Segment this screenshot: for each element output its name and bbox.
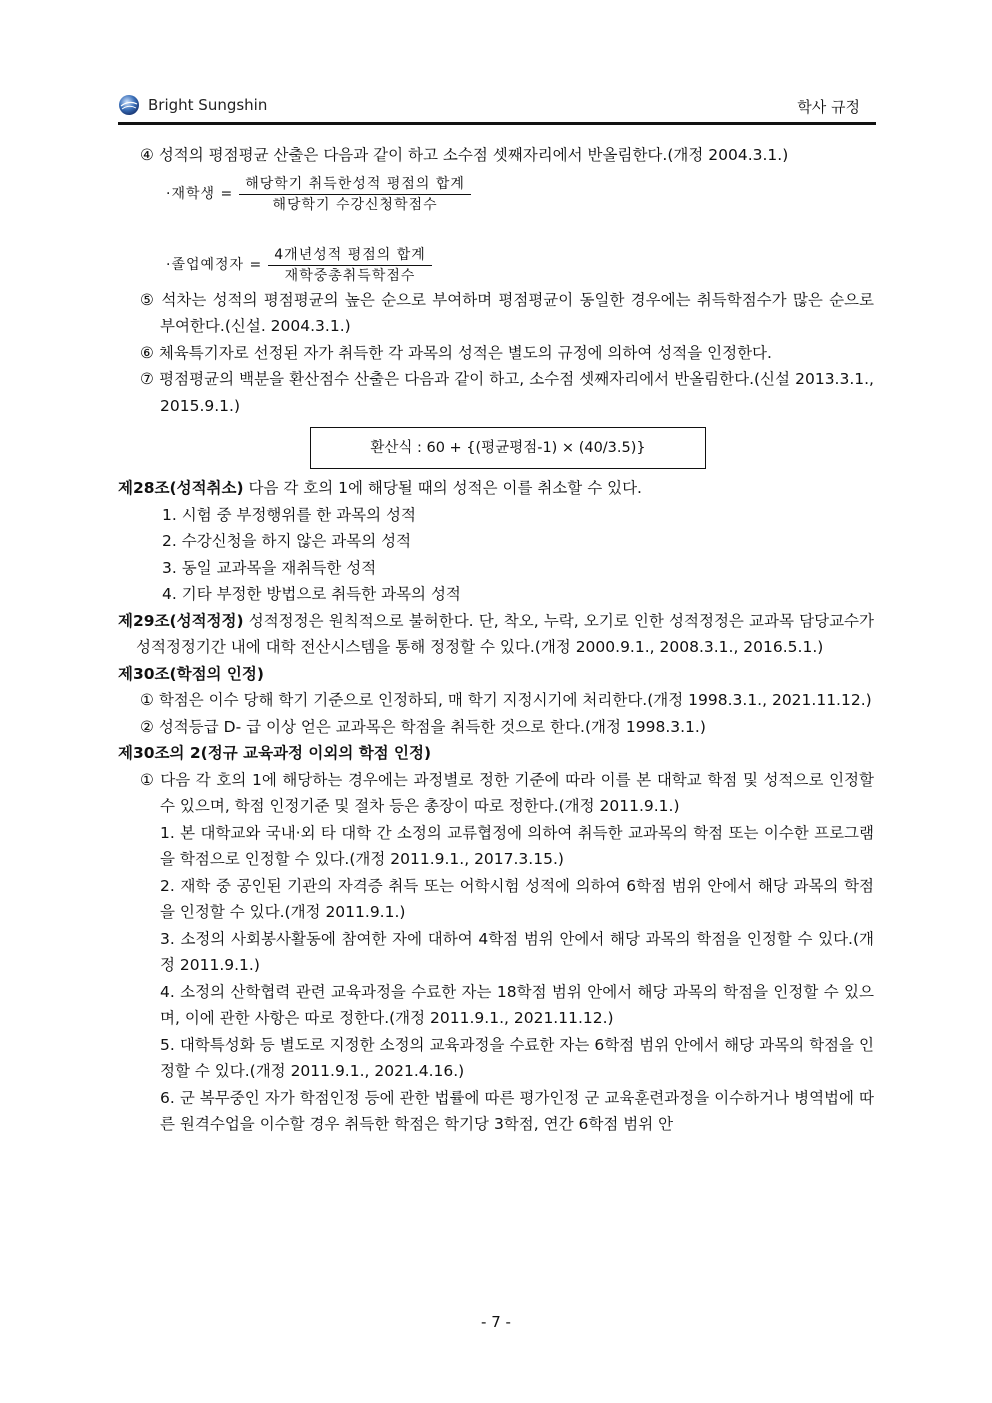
formula-enrolled-denominator: 해당학기 수강신청학점수 — [272, 197, 438, 213]
formula-graduating — [166, 245, 874, 287]
formula-graduating-fraction — [268, 245, 432, 286]
document-body — [118, 142, 874, 1138]
formula-enrolled — [166, 175, 874, 215]
article-30-2-subitem: 2. 재학 중 공인된 기관의 자격증 취득 또는 어학시험 성적에 의하여 6학점 범위 안에서 해당 과목의 학점을 인정할 수 있다.(개정 2011.9.1.) — [160, 876, 874, 921]
article-29-text: 성적정정은 원칙적으로 불허한다. 단, 착오, 누락, 오기로 인한 성적정정은 교과목 담당교수가 성적정정기간 내에 대학 전산시스템을 통해 정정할 수 있다.(개정 2000.9.1., 2008.3.1., 2016.5.1.) — [136, 611, 874, 656]
page-number: - 7 - — [481, 1313, 511, 1331]
article-30-2-subitem: 6. 군 복무중인 자가 학점인정 등에 관한 법률에 따른 평가인정 군 교육훈련과정을 이수하거나 병역법에 따른 원격수업을 이수할 경우 취득한 학점은 학기당 3학점, 연간 6학점 범위 안 — [160, 1088, 874, 1133]
article-28-item: 1. 시험 중 부정행위를 한 과목의 성적 — [162, 505, 416, 524]
formula-enrolled-label: ·재학생 = — [166, 186, 234, 203]
section-title: 학사 규정 — [797, 98, 860, 116]
article-29 — [118, 608, 874, 661]
formula-enrolled-fraction — [239, 174, 471, 215]
formula-enrolled-numerator: 해당학기 취득한성적 평점의 합계 — [239, 174, 471, 195]
article-30-2-title: 제30조의 2(정규 교육과정 이외의 학점 인정) — [118, 744, 432, 762]
page-header — [118, 92, 876, 125]
article-30-title: 제30조(학점의 인정) — [118, 664, 264, 683]
formula-graduating-numerator: 4개년성적 평점의 합계 — [268, 245, 432, 266]
article-28-item: 2. 수강신청을 하지 않은 과목의 성적 — [162, 532, 412, 550]
article-29-title: 제29조(성적정정) — [118, 611, 244, 630]
article-30-2-subitem: 1. 본 대학교와 국내·외 타 대학 간 소정의 교류협정에 의하여 취득한 교과목의 학점 또는 이수한 프로그램을 학점으로 인정할 수 있다.(개정 2011.9.1., 2017.3.15.) — [160, 823, 874, 868]
item-4: ④ 성적의 평점평균 산출은 다음과 같이 하고 소수점 셋째자리에서 반올림한다.(개정 2004.3.1.) — [140, 146, 789, 164]
formula-graduating-denominator: 재학중총취득학점수 — [284, 268, 416, 284]
article-30-2-subitem: 4. 소정의 산학협력 관련 교육과정을 수료한 자는 18학점 범위 안에서 해당 과목의 학점을 인정할 수 있으며, 이에 관한 사항은 따로 정한다.(개정 2011.9.1., 2021.11.12.) — [160, 982, 874, 1027]
sungshin-logo-icon — [118, 94, 140, 116]
conversion-formula-box: 환산식 : 60 + {(평균평점-1) × (40/3.5)} — [310, 427, 706, 469]
item-6: ⑥ 체육특기자로 선정된 자가 취득한 각 과목의 성적은 별도의 규정에 의하여 성적을 인정한다. — [140, 343, 772, 362]
article-30-item: ① 학점은 이수 당해 학기 기준으로 인정하되, 매 학기 지정시기에 처리한다.(개정 1998.3.1., 2021.11.12.) — [140, 691, 872, 709]
article-28-title: 제28조(성적취소) — [118, 479, 244, 497]
article-30-2-item-1: ① 다음 각 호의 1에 해당하는 경우에는 과정별로 정한 기준에 따라 이를 본 대학교 학점 및 성적으로 인정할 수 있으며, 학점 인정기준 및 절차 등은 총장이 따로 정한다.(개정 2011.9.1.) — [140, 770, 874, 815]
article-28-text: 다음 각 호의 1에 해당될 때의 성적은 이를 취소할 수 있다. — [243, 479, 642, 497]
article-30-item: ② 성적등급 D- 급 이상 얻은 교과목은 학점을 취득한 것으로 한다.(개정 1998.3.1.) — [140, 717, 706, 736]
article-30-2-subitem: 3. 소정의 사회봉사활동에 참여한 자에 대하여 4학점 범위 안에서 해당 과목의 학점을 인정할 수 있다.(개정 2011.9.1.) — [160, 929, 874, 974]
article-30-2-subitem: 5. 대학특성화 등 별도로 지정한 소정의 교육과정을 수료한 자는 6학점 범위 안에서 해당 과목의 학점을 인정할 수 있다.(개정 2011.9.1., 2021.4.16.) — [160, 1035, 874, 1080]
brand-name: Bright Sungshin — [148, 96, 268, 114]
formula-graduating-label: ·졸업예정자 = — [166, 257, 263, 274]
article-28-item: 3. 동일 교과목을 재취득한 성적 — [162, 558, 377, 577]
item-5: ⑤ 석차는 성적의 평점평균의 높은 순으로 부여하며 평점평균이 동일한 경우에는 취득학점수가 많은 순으로 부여한다.(신설. 2004.3.1.) — [140, 290, 874, 335]
article-28 — [118, 475, 874, 502]
article-28-item: 4. 기타 부정한 방법으로 취득한 과목의 성적 — [162, 585, 461, 603]
item-7: ⑦ 평점평균의 백분을 환산점수 산출은 다음과 같이 하고, 소수점 셋째자리에서 반올림한다.(신설 2013.3.1., 2015.9.1.) — [140, 370, 874, 415]
